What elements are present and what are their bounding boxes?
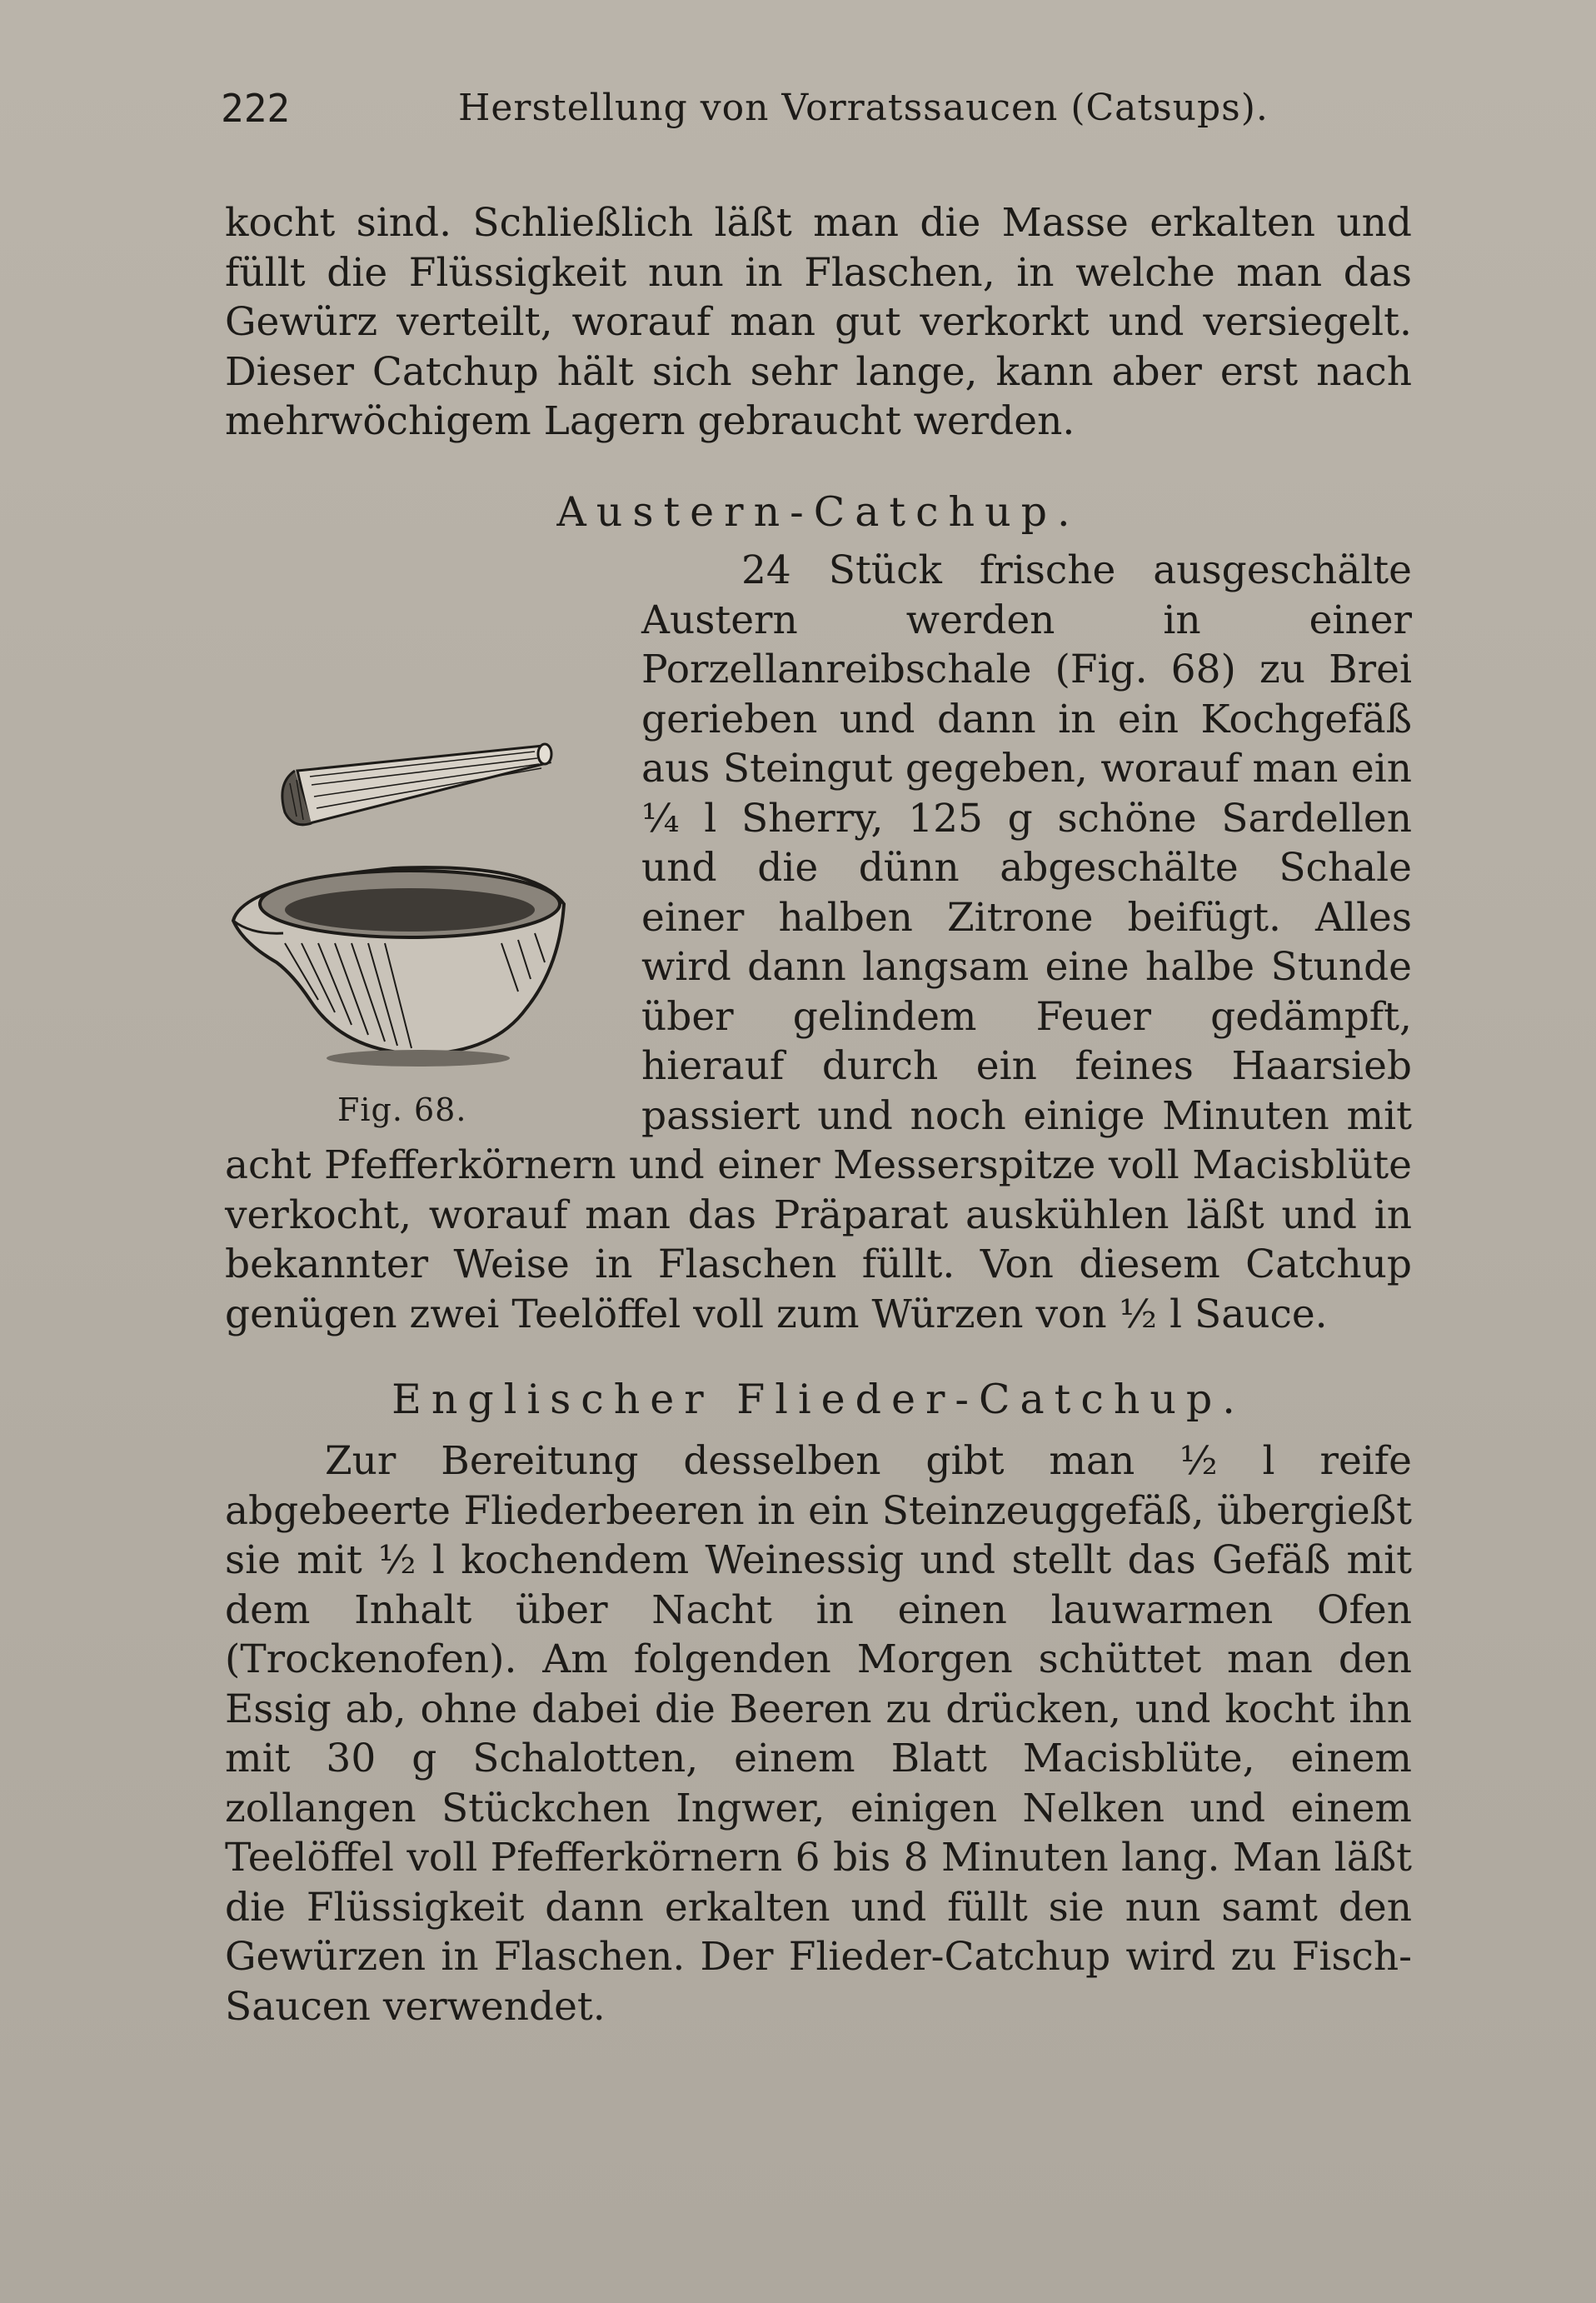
intro-paragraph: kocht sind. Schließlich läßt man die Masse erkalten und füllt die Flüssigkeit nun in Flaschen, in welche man das Gewürz verteilt, worauf man gut verkorkt und versiegelt. Dieser Catchup hält sich sehr lange, kann aber erst nach mehrwöchigem Lagern gebraucht werden. bbox=[225, 200, 1412, 444]
oyster-catchup-heading: Austern-Catchup. bbox=[556, 488, 1080, 536]
mortar-bowl-icon bbox=[233, 867, 564, 1067]
mortar-and-pestle-icon bbox=[218, 725, 585, 1075]
figure-caption: Fig. 68. bbox=[337, 1092, 467, 1128]
page-number: 222 bbox=[221, 86, 291, 131]
oyster-catchup-text: 24 Stück frische ausgeschälte Austern werden in einer Porzellanreibschale (Fig. 68) zu Brei gerieben und dann in ein Kochgefäß aus Steingut gegeben, worauf man ein ¼ l Sherry, 125 g schöne Sardellen und die dünn abgeschälte Schale einer halben Zitrone beifügt. Alles wird dann langsam eine halbe Stunde über gelindem Feuer gedämpft, hierauf durch ein feines Haarsieb passiert und noch einige Minuten mit acht Pfefferkörnern und einer Messerspitze voll Macisblüte verkocht, worauf man das Präparat auskühlen läßt und in bekannter Weise in Flaschen füllt. Von diesem Catchup genügen zwei Teelöffel voll zum Würzen von ½ l Sauce. bbox=[225, 547, 1412, 1337]
elder-catchup-heading: Englischer Flieder-Catchup. bbox=[392, 1376, 1245, 1423]
running-head-title: Herstellung von Vorratssaucen (Catsups). bbox=[458, 87, 1269, 129]
elder-catchup-paragraph: Zur Bereitung desselben gibt man ½ l reife abgebeerte Fliederbeeren in ein Steinzeuggefäß, übergießt sie mit ½ l kochendem Weinessig und stellt das Gefäß mit dem Inhalt über Nacht in einen lauwarmen Ofen (Trockenofen). Am folgenden Morgen schüttet man den Essig ab, ohne dabei die Beeren zu drücken, und kocht ihn mit 30 g Schalotten, einem Blatt Macisblüte, einem zollangen Stückchen Ingwer, einigen Nelken und einem Teelöffel voll Pfefferkörnern 6 bis 8 Minuten lang. Man läßt die Flüssigkeit dann erkalten und füllt sie nun samt den Gewürzen in Flaschen. Der Flieder-Catchup wird zu Fisch-Saucen verwendet. bbox=[225, 1438, 1412, 2030]
figure-68 bbox=[218, 725, 585, 1104]
pestle-icon bbox=[282, 744, 551, 825]
running-head bbox=[221, 79, 1420, 137]
